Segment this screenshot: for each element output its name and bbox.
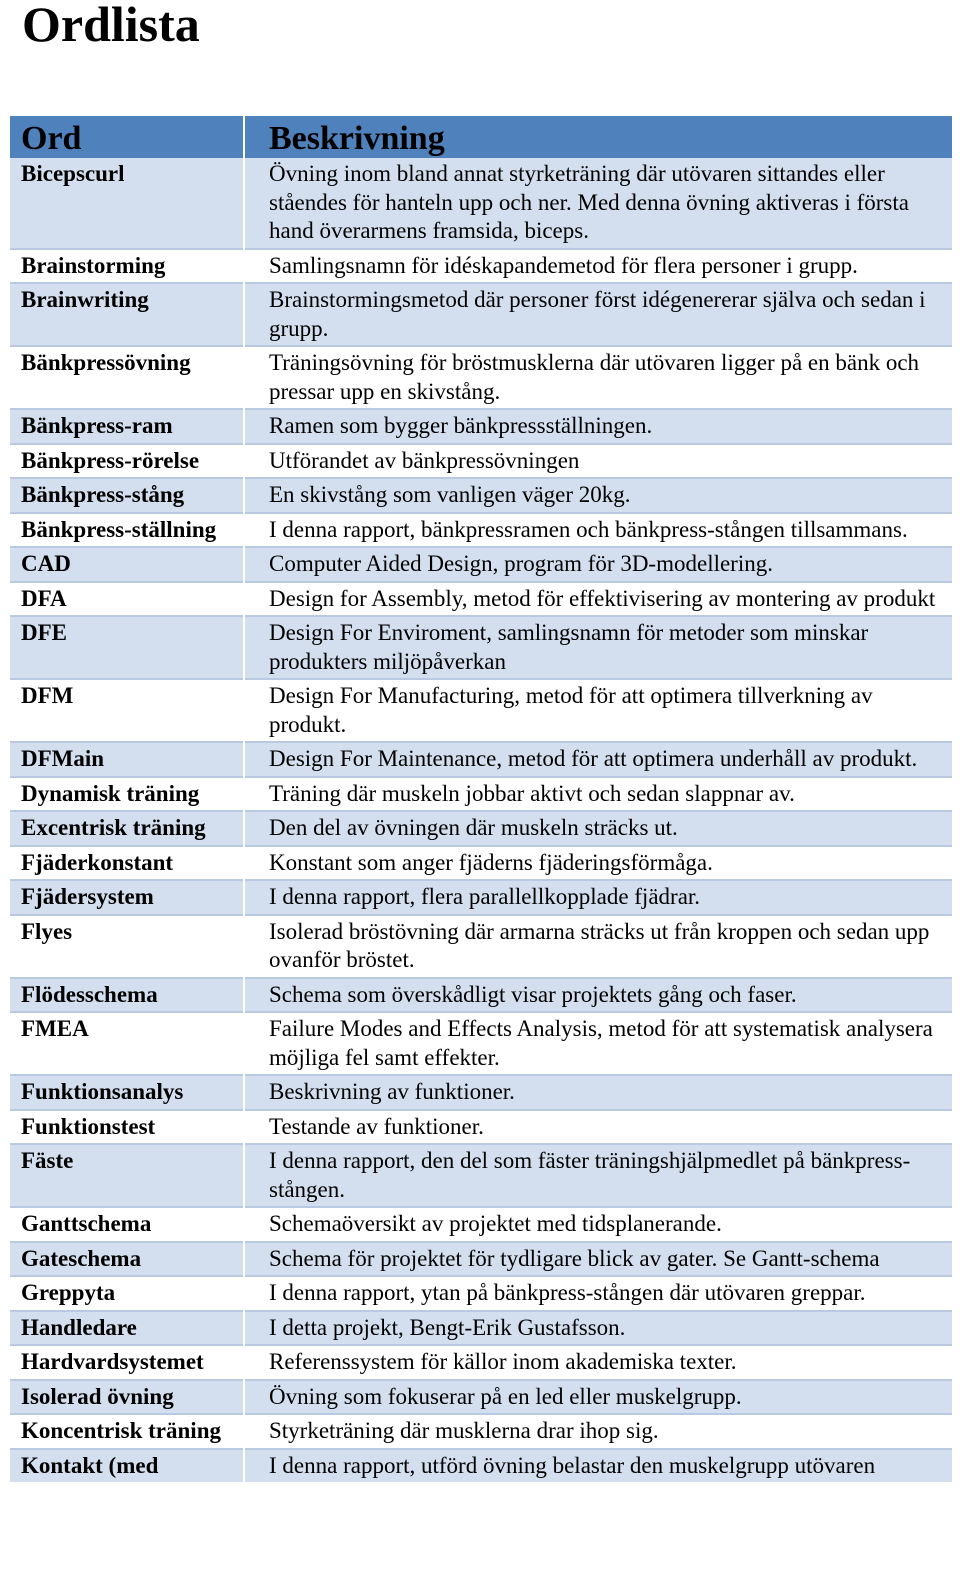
table-header-row — [10, 116, 952, 158]
term-cell: Gateschema — [10, 1242, 244, 1277]
term-cell: CAD — [10, 547, 244, 582]
table-row — [10, 811, 952, 846]
description-cell: I denna rapport, flera parallellkopplade fjädrar. — [244, 880, 952, 915]
table-row — [10, 1414, 952, 1449]
table-row — [10, 444, 952, 479]
table-row — [10, 249, 952, 284]
term-cell: Fjädersystem — [10, 880, 244, 915]
term-cell: Bänkpressövning — [10, 346, 244, 409]
description-cell: Schemaöversikt av projektet med tidsplanerande. — [244, 1207, 952, 1242]
description-cell: Ramen som bygger bänkpressställningen. — [244, 409, 952, 444]
description-cell: Testande av funktioner. — [244, 1110, 952, 1145]
description-cell: Brainstormingsmetod där personer först idégenererar själva och sedan i grupp. — [244, 283, 952, 346]
description-cell: Övning som fokuserar på en led eller muskelgrupp. — [244, 1380, 952, 1415]
table-row — [10, 679, 952, 742]
term-cell: Bänkpress-ram — [10, 409, 244, 444]
description-cell: En skivstång som vanligen väger 20kg. — [244, 478, 952, 513]
term-cell: DFMain — [10, 742, 244, 777]
table-row — [10, 1207, 952, 1242]
term-cell: DFA — [10, 582, 244, 617]
description-cell: Övning inom bland annat styrketräning där utövaren sittandes eller ståendes för hanteln upp och ner. Med denna övning aktiveras i första hand överarmens framsida, biceps. — [244, 158, 952, 249]
term-cell: Bänkpress-stång — [10, 478, 244, 513]
description-cell: Schema för projektet för tydligare blick av gater. Se Gantt-schema — [244, 1242, 952, 1277]
description-cell: I denna rapport, bänkpressramen och bänkpress-stången tillsammans. — [244, 513, 952, 548]
description-cell: Styrketräning där musklerna drar ihop sig. — [244, 1414, 952, 1449]
table-row — [10, 978, 952, 1013]
term-cell: Bänkpress-ställning — [10, 513, 244, 548]
term-cell: Hardvardsystemet — [10, 1345, 244, 1380]
description-cell: Träning där muskeln jobbar aktivt och sedan slappnar av. — [244, 777, 952, 812]
table-row — [10, 346, 952, 409]
table-row — [10, 1449, 952, 1483]
description-cell: Träningsövning för bröstmusklerna där utövaren ligger på en bänk och pressar upp en skivstång. — [244, 346, 952, 409]
term-cell: Fäste — [10, 1144, 244, 1207]
term-cell: Brainwriting — [10, 283, 244, 346]
description-cell: Referenssystem för källor inom akademiska texter. — [244, 1345, 952, 1380]
description-cell: Den del av övningen där muskeln sträcks ut. — [244, 811, 952, 846]
table-row — [10, 582, 952, 617]
page-title: Ordlista — [22, 0, 200, 52]
description-cell: I detta projekt, Bengt-Erik Gustafsson. — [244, 1311, 952, 1346]
term-cell: Greppyta — [10, 1276, 244, 1311]
term-cell: Handledare — [10, 1311, 244, 1346]
table-row — [10, 1311, 952, 1346]
table-row — [10, 1276, 952, 1311]
description-cell: I denna rapport, ytan på bänkpress-stången där utövaren greppar. — [244, 1276, 952, 1311]
term-cell: Ganttschema — [10, 1207, 244, 1242]
table-row — [10, 1242, 952, 1277]
header-term: Ord — [10, 116, 244, 158]
description-cell: I denna rapport, utförd övning belastar den muskelgrupp utövaren — [244, 1449, 952, 1483]
term-cell: Kontakt (med — [10, 1449, 244, 1483]
table-row — [10, 1110, 952, 1145]
glossary-body — [10, 158, 952, 1482]
table-row — [10, 158, 952, 249]
table-row — [10, 915, 952, 978]
description-cell: Isolerad bröstövning där armarna sträcks ut från kroppen och sedan upp ovanför bröstet. — [244, 915, 952, 978]
description-cell: Konstant som anger fjäderns fjäderingsförmåga. — [244, 846, 952, 881]
term-cell: FMEA — [10, 1012, 244, 1075]
description-cell: Computer Aided Design, program för 3D-modellering. — [244, 547, 952, 582]
term-cell: Fjäderkonstant — [10, 846, 244, 881]
description-cell: Design For Manufacturing, metod för att optimera tillverkning av produkt. — [244, 679, 952, 742]
term-cell: Flyes — [10, 915, 244, 978]
table-row — [10, 742, 952, 777]
description-cell: I denna rapport, den del som fäster träningshjälpmedlet på bänkpress-stången. — [244, 1144, 952, 1207]
term-cell: Bicepscurl — [10, 158, 244, 249]
description-cell: Samlingsnamn för idéskapandemetod för flera personer i grupp. — [244, 249, 952, 284]
term-cell: Brainstorming — [10, 249, 244, 284]
description-cell: Failure Modes and Effects Analysis, metod för att systematisk analysera möjliga fel samt effekter. — [244, 1012, 952, 1075]
table-row — [10, 1380, 952, 1415]
description-cell: Beskrivning av funktioner. — [244, 1075, 952, 1110]
term-cell: Bänkpress-rörelse — [10, 444, 244, 479]
table-row — [10, 1345, 952, 1380]
table-row — [10, 547, 952, 582]
glossary-table — [10, 116, 952, 1482]
table-row — [10, 777, 952, 812]
description-cell: Design for Assembly, metod för effektivisering av montering av produkt — [244, 582, 952, 617]
description-cell: Design For Maintenance, metod för att optimera underhåll av produkt. — [244, 742, 952, 777]
table-row — [10, 880, 952, 915]
term-cell: Excentrisk träning — [10, 811, 244, 846]
description-cell: Design For Enviroment, samlingsnamn för metoder som minskar produkters miljöpåverkan — [244, 616, 952, 679]
table-row — [10, 409, 952, 444]
table-row — [10, 1012, 952, 1075]
table-row — [10, 1144, 952, 1207]
term-cell: Funktionstest — [10, 1110, 244, 1145]
header-description: Beskrivning — [244, 116, 952, 158]
term-cell: DFE — [10, 616, 244, 679]
description-cell: Utförandet av bänkpressövningen — [244, 444, 952, 479]
table-row — [10, 513, 952, 548]
term-cell: Dynamisk träning — [10, 777, 244, 812]
term-cell: Flödesschema — [10, 978, 244, 1013]
term-cell: Koncentrisk träning — [10, 1414, 244, 1449]
table-row — [10, 283, 952, 346]
table-row — [10, 478, 952, 513]
table-row — [10, 616, 952, 679]
table-row — [10, 1075, 952, 1110]
term-cell: Funktionsanalys — [10, 1075, 244, 1110]
description-cell: Schema som överskådligt visar projektets gång och faser. — [244, 978, 952, 1013]
table-row — [10, 846, 952, 881]
term-cell: DFM — [10, 679, 244, 742]
term-cell: Isolerad övning — [10, 1380, 244, 1415]
